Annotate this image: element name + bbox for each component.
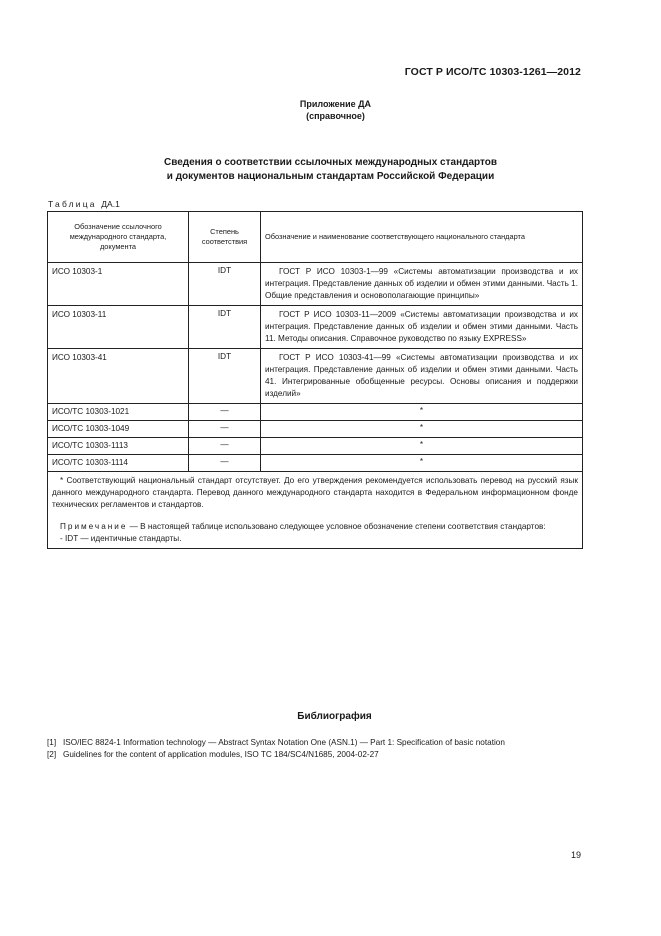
table-caption (48, 199, 120, 209)
cell-national-standard-text: ГОСТ Р ИСО 10303-41—99 «Системы автоматизации производства и их интеграция. Представление данных об изделии и обмен этими данными. Часть 41. Интегрированные обобщенные ресурсы. Основы описания и поддержки изделий» (265, 353, 578, 398)
section-title (0, 156, 661, 184)
table-header-row (48, 212, 583, 263)
cell-national-standard-text: ГОСТ Р ИСО 10303-1—99 «Системы автоматизации производства и их интеграция. Представление данных об изделии и обмен этими данными. Часть 1. Общие представления и основополагающие принципы» (265, 267, 578, 300)
table-row (48, 404, 583, 421)
table-footnote (52, 475, 578, 511)
table-footnote-text: * Соответствующий национальный стандарт отсутствует. До его утверждения рекомендуется использовать перевод на русский язык данного международного стандарта. Перевод данного международного стандарта находится в Федеральном информационном фонде технических регламентов и стандартов. (52, 476, 578, 509)
list-item (47, 737, 583, 749)
cell-degree: — (189, 455, 261, 472)
bibliography-item-number: [1] (47, 738, 57, 747)
section-title-line2: и документов национальным стандартам Российской Федерации (166, 171, 495, 182)
table-footnote-cell (48, 472, 583, 549)
header-designation: Обозначение ссылочного международного стандарта, документа (48, 212, 189, 263)
cell-degree: IDT (189, 306, 261, 349)
bibliography-title: Библиография (297, 711, 372, 722)
correspondence-table (47, 211, 583, 549)
table-row (48, 306, 583, 349)
cell-designation: ИСО 10303-11 (48, 306, 189, 349)
cell-national-standard (261, 263, 583, 306)
annex-title: Приложение ДА (299, 99, 372, 109)
table-footer-row (48, 472, 583, 549)
cell-designation: ИСО/ТС 10303-1113 (48, 438, 189, 455)
bibliography-item-number: [2] (47, 750, 57, 759)
page-number: 19 (570, 850, 581, 860)
note-text: — В настоящей таблице использовано следующее условное обозначение степени соответствия стандартов: (127, 522, 546, 531)
table-row (48, 349, 583, 404)
cell-degree: — (189, 438, 261, 455)
cell-national-standard: * (261, 421, 583, 438)
header-degree: Степень соответствия (189, 212, 261, 263)
cell-national-standard (261, 306, 583, 349)
cell-designation: ИСО/ТС 10303-1021 (48, 404, 189, 421)
cell-degree: — (189, 404, 261, 421)
table-row (48, 438, 583, 455)
bibliography-item-text: ISO/IEC 8824-1 Information technology — Abstract Syntax Notation One (ASN.1) — Part 1: Specification of basic notation (63, 738, 505, 747)
cell-national-standard: * (261, 455, 583, 472)
list-item (47, 749, 583, 761)
table-note (52, 521, 578, 533)
cell-degree: IDT (189, 263, 261, 306)
cell-designation: ИСО 10303-1 (48, 263, 189, 306)
table-caption-number: ДА.1 (101, 199, 120, 209)
section-title-line1: Сведения о соответствии ссылочных международных стандартов (163, 157, 498, 168)
header-national-standard: Обозначение и наименование соответствующего национального стандарта (261, 212, 583, 263)
note-item-text: - IDT — идентичные стандарты. (60, 534, 182, 543)
cell-designation: ИСО/ТС 10303-1049 (48, 421, 189, 438)
bibliography-item-text: Guidelines for the content of application modules, ISO TC 184/SC4/N1685, 2004-02-27 (63, 750, 379, 759)
table-note-item (52, 533, 578, 545)
table-row (48, 455, 583, 472)
bibliography-list (47, 737, 583, 761)
annex-heading (0, 98, 661, 122)
cell-designation: ИСО 10303-41 (48, 349, 189, 404)
cell-degree: IDT (189, 349, 261, 404)
cell-national-standard (261, 349, 583, 404)
cell-degree: — (189, 421, 261, 438)
table-row (48, 263, 583, 306)
annex-subtitle: (справочное) (306, 111, 365, 121)
table-caption-word: Таблица (48, 199, 97, 209)
cell-national-standard: * (261, 404, 583, 421)
table-row (48, 421, 583, 438)
cell-national-standard: * (261, 438, 583, 455)
note-label: Примечание (60, 522, 128, 531)
cell-national-standard-text: ГОСТ Р ИСО 10303-11—2009 «Системы автоматизации производства и их интеграция. Представление данных об изделии и обмен этими данными. Часть 11. Методы описания. Справочное руководство по языку EXPRESS» (265, 310, 578, 343)
cell-designation: ИСО/ТС 10303-1114 (48, 455, 189, 472)
document-code: ГОСТ Р ИСО/ТС 10303-1261—2012 (404, 66, 581, 78)
